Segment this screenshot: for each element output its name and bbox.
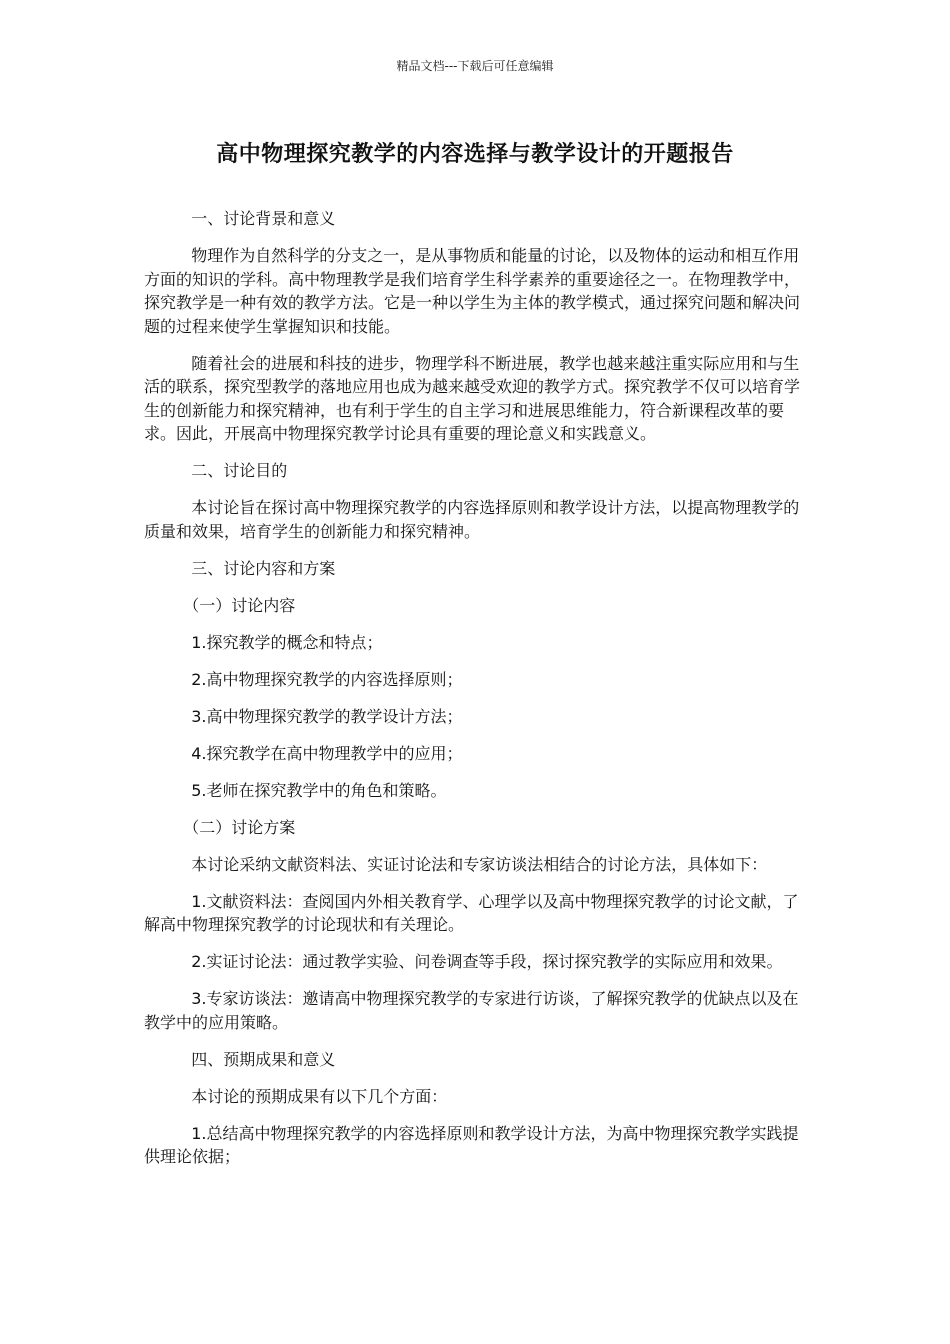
paragraph: （一）讨论内容 (183, 595, 296, 615)
paragraph: 1.文献资料法：查阅国内外相关教育学、心理学以及高中物理探究教学的讨论文献，了解高中物理探究教学的讨论现状和有关理论。 (144, 891, 799, 934)
paragraph: 物理作为自然科学的分支之一，是从事物质和能量的讨论，以及物体的运动和相互作用方面的知识的学科。高中物理教学是我们培育学生科学素养的重要途径之一。在物理教学中，探究教学是一种有效的教学方法。它是一种以学生为主体的教学模式，通过探究问题和解决问题的过程来使学生掌握知识和技能。 (144, 246, 801, 336)
paragraph: 四、预期成果和意义 (191, 1049, 336, 1069)
paragraph: 1.总结高中物理探究教学的内容选择原则和教学设计方法，为高中物理探究教学实践提供理论依据； (144, 1123, 799, 1166)
document-body (144, 207, 808, 1182)
paragraph: （二）讨论方案 (183, 817, 296, 837)
paragraph: 2.实证讨论法：通过教学实验、问卷调查等手段，探讨探究教学的实际应用和效果。 (191, 952, 783, 971)
paragraph: 1.探究教学的概念和特点； (191, 632, 383, 652)
paragraph: 3.高中物理探究教学的教学设计方法； (191, 706, 463, 726)
paragraph: 随着社会的进展和科技的进步，物理学科不断进展，教学也越来越注重实际应用和与生活的联系，探究型教学的落地应用也成为越来越受欢迎的教学方式。探究教学不仅可以培育学生的创新能力和探究精神，也有利于学生的自主学习和进展思维能力，符合新课程改革的要求。因此，开展高中物理探究教学讨论具有重要的理论意义和实践意义。 (144, 353, 801, 443)
document-title: 高中物理探究教学的内容选择与教学设计的开题报告 (216, 142, 734, 167)
paragraph: 一、讨论背景和意义 (191, 209, 336, 228)
paragraph: 本讨论的预期成果有以下几个方面： (191, 1086, 448, 1106)
paragraph: 本讨论旨在探讨高中物理探究教学的内容选择原则和教学设计方法，以提高物理教学的质量和效果，培育学生的创新能力和探究精神。 (144, 498, 800, 541)
paragraph: 二、讨论目的 (191, 461, 288, 480)
paragraph: 4.探究教学在高中物理教学中的应用； (191, 743, 463, 763)
page-header: 精品文档---下载后可任意编辑 (396, 59, 554, 73)
paragraph: 2.高中物理探究教学的内容选择原则； (191, 669, 463, 689)
paragraph: 三、讨论内容和方案 (191, 558, 336, 578)
paragraph: 本讨论采纳文献资料法、实证讨论法和专家访谈法相结合的讨论方法，具体如下： (191, 854, 768, 874)
paragraph: 5.老师在探究教学中的角色和策略。 (191, 780, 447, 800)
paragraph: 3.专家访谈法：邀请高中物理探究教学的专家进行访谈，了解探究教学的优缺点以及在教学中的应用策略。 (144, 989, 799, 1032)
